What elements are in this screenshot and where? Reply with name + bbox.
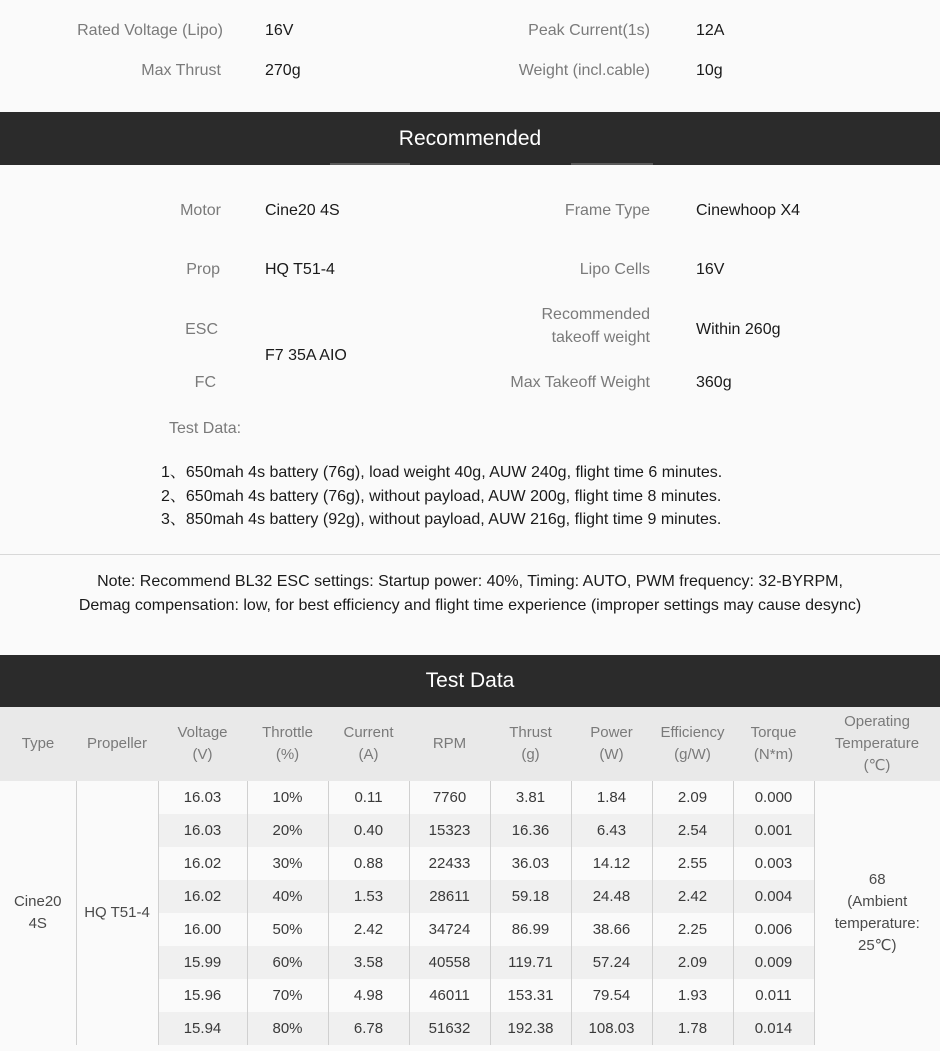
prop-value: HQ T51-4 (265, 261, 335, 278)
header-thrust: Thrust (g) (490, 707, 571, 781)
cell-rpm: 51632 (409, 1012, 490, 1045)
cell-efficiency: 1.78 (652, 1012, 733, 1045)
cell-current: 0.40 (328, 814, 409, 847)
cell-power: 14.12 (571, 847, 652, 880)
cell-power: 57.24 (571, 946, 652, 979)
cell-power: 1.84 (571, 781, 652, 814)
max-takeoff-label: Max Takeoff Weight (510, 374, 650, 391)
cell-voltage: 16.02 (158, 880, 247, 913)
cell-torque: 0.011 (733, 979, 814, 1012)
max-takeoff-value: 360g (696, 374, 732, 391)
lipo-cells-label: Lipo Cells (579, 261, 650, 278)
rec-takeoff-label-line1: Recommended (541, 306, 650, 323)
note-line-2: Demag compensation: low, for best efficiency and flight time experience (improper settings may cause desync) (78, 597, 862, 614)
cell-current: 2.42 (328, 913, 409, 946)
cell-torque: 0.004 (733, 880, 814, 913)
cell-throttle: 60% (247, 946, 328, 979)
cell-temperature: 68 (Ambient temperature: 25℃) (814, 781, 940, 1045)
weight-label: Weight (incl.cable) (518, 62, 650, 79)
recommended-banner: Recommended (0, 112, 940, 165)
cell-rpm: 22433 (409, 847, 490, 880)
max-thrust-label: Max Thrust (141, 62, 221, 79)
motor-label: Motor (180, 202, 221, 219)
cell-current: 1.53 (328, 880, 409, 913)
cell-throttle: 20% (247, 814, 328, 847)
cell-torque: 0.001 (733, 814, 814, 847)
header-power: Power (W) (571, 707, 652, 781)
cell-rpm: 34724 (409, 913, 490, 946)
cell-current: 0.88 (328, 847, 409, 880)
test-data-table (0, 707, 940, 1045)
rec-takeoff-value: Within 260g (696, 321, 781, 338)
esc-label: ESC (185, 321, 218, 338)
cell-throttle: 70% (247, 979, 328, 1012)
header-type: Type (0, 707, 76, 781)
cell-thrust: 86.99 (490, 913, 571, 946)
test-line-2: 2、650mah 4s battery (76g), without payload, AUW 200g, flight time 8 minutes. (161, 488, 722, 505)
cell-torque: 0.006 (733, 913, 814, 946)
header-rpm: RPM (409, 707, 490, 781)
cell-throttle: 50% (247, 913, 328, 946)
cell-rpm: 46011 (409, 979, 490, 1012)
fc-label: FC (194, 374, 216, 391)
cell-efficiency: 1.93 (652, 979, 733, 1012)
header-propeller: Propeller (76, 707, 158, 781)
rated-voltage-label: Rated Voltage (Lipo) (77, 22, 223, 39)
cell-current: 0.11 (328, 781, 409, 814)
cell-thrust: 16.36 (490, 814, 571, 847)
weight-value: 10g (696, 62, 723, 79)
header-temperature: Operating Temperature (℃) (814, 707, 940, 781)
cell-power: 6.43 (571, 814, 652, 847)
cell-torque: 0.003 (733, 847, 814, 880)
cell-voltage: 16.03 (158, 814, 247, 847)
prop-label: Prop (186, 261, 220, 278)
cell-efficiency: 2.09 (652, 946, 733, 979)
table-body (0, 781, 940, 1045)
cell-power: 79.54 (571, 979, 652, 1012)
cell-current: 6.78 (328, 1012, 409, 1045)
cell-throttle: 80% (247, 1012, 328, 1045)
test-line-3: 3、850mah 4s battery (92g), without payload, AUW 216g, flight time 9 minutes. (161, 511, 722, 528)
cell-torque: 0.014 (733, 1012, 814, 1045)
cell-current: 4.98 (328, 979, 409, 1012)
cell-efficiency: 2.09 (652, 781, 733, 814)
cell-voltage: 16.03 (158, 781, 247, 814)
cell-efficiency: 2.55 (652, 847, 733, 880)
cell-throttle: 40% (247, 880, 328, 913)
cell-voltage: 15.99 (158, 946, 247, 979)
cell-voltage: 16.02 (158, 847, 247, 880)
cell-power: 24.48 (571, 880, 652, 913)
motor-value: Cine20 4S (265, 202, 340, 219)
cell-rpm: 28611 (409, 880, 490, 913)
peak-current-value: 12A (696, 22, 725, 39)
cell-efficiency: 2.54 (652, 814, 733, 847)
cell-efficiency: 2.42 (652, 880, 733, 913)
cell-voltage: 16.00 (158, 913, 247, 946)
header-voltage: Voltage (V) (158, 707, 247, 781)
header-throttle: Throttle (%) (247, 707, 328, 781)
rated-voltage-value: 16V (265, 22, 294, 39)
header-torque: Torque (N*m) (733, 707, 814, 781)
test-line-1: 1、650mah 4s battery (76g), load weight 40g, AUW 240g, flight time 6 minutes. (161, 464, 723, 481)
cell-voltage: 15.94 (158, 1012, 247, 1045)
cell-voltage: 15.96 (158, 979, 247, 1012)
esc-fc-value: F7 35A AIO (265, 347, 347, 364)
cell-thrust: 192.38 (490, 1012, 571, 1045)
frame-type-value: Cinewhoop X4 (696, 202, 801, 219)
max-thrust-value: 270g (265, 62, 301, 79)
peak-current-label: Peak Current(1s) (528, 22, 650, 39)
cell-thrust: 3.81 (490, 781, 571, 814)
cell-thrust: 36.03 (490, 847, 571, 880)
table-row (0, 781, 940, 814)
cell-torque: 0.000 (733, 781, 814, 814)
cell-current: 3.58 (328, 946, 409, 979)
note-line-1: Note: Recommend BL32 ESC settings: Startup power: 40%, Timing: AUTO, PWM frequency: 32-BYRPM, (97, 573, 843, 590)
rec-takeoff-label-line2: takeoff weight (551, 329, 650, 346)
header-current: Current (A) (328, 707, 409, 781)
frame-type-label: Frame Type (564, 202, 650, 219)
specs-section (0, 0, 940, 112)
cell-rpm: 40558 (409, 946, 490, 979)
cell-thrust: 153.31 (490, 979, 571, 1012)
cell-torque: 0.009 (733, 946, 814, 979)
cell-efficiency: 2.25 (652, 913, 733, 946)
cell-type: Cine20 4S (0, 781, 76, 1045)
cell-propeller: HQ T51-4 (76, 781, 158, 1045)
lipo-cells-value: 16V (696, 261, 725, 278)
table-header-row (0, 707, 940, 781)
cell-rpm: 7760 (409, 781, 490, 814)
cell-rpm: 15323 (409, 814, 490, 847)
cell-power: 38.66 (571, 913, 652, 946)
cell-thrust: 119.71 (490, 946, 571, 979)
cell-throttle: 10% (247, 781, 328, 814)
cell-power: 108.03 (571, 1012, 652, 1045)
cell-throttle: 30% (247, 847, 328, 880)
cell-thrust: 59.18 (490, 880, 571, 913)
test-data-banner: Test Data (0, 655, 940, 707)
test-data-label: Test Data: (169, 420, 242, 437)
header-efficiency: Efficiency (g/W) (652, 707, 733, 781)
